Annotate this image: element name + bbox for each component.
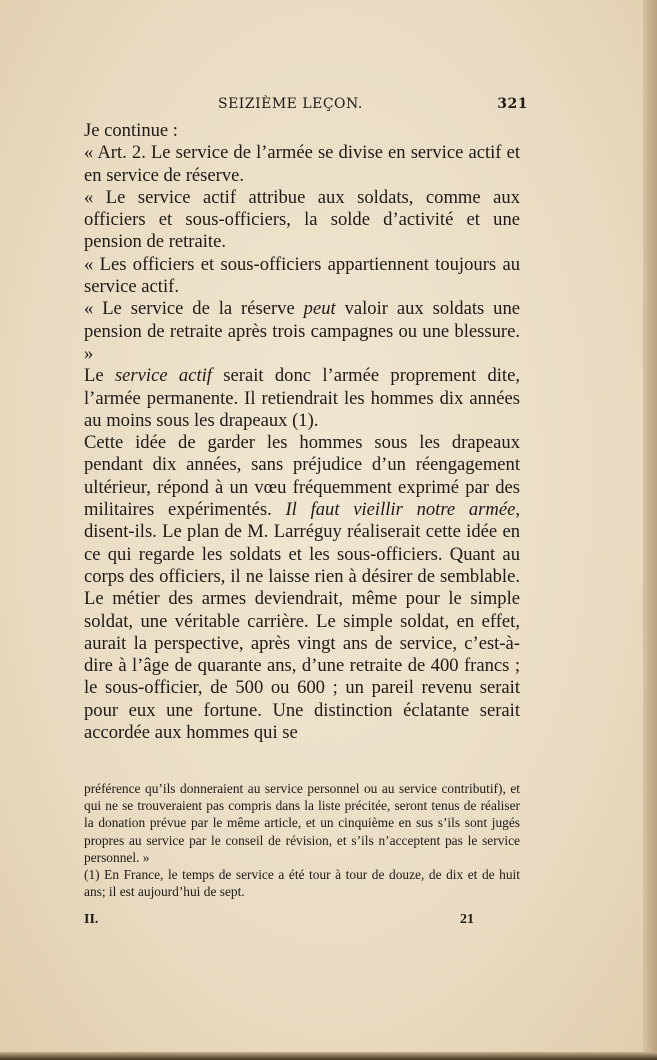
page-edge-shadow: [643, 0, 657, 1060]
paragraph-5: « Le service de la réserve peut valoir aux soldats une pension de retraite après trois campagnes ou une blessure. »: [84, 298, 520, 364]
page-bottom-edge: [0, 1052, 657, 1060]
paragraph-6: Le service actif serait donc l’armée proprement dite, l’armée permanente. Il retiendrait les hommes dix années au moins sous les drapeaux (1).: [84, 365, 520, 431]
footnote-continuation: préférence qu’ils donneraient au service personnel ou au service contributif), et qui ne se trouveraient pas compris dans la liste précitée, seront tenus de réaliser la donation prévue par le même article, et un cinquième en sus s’ils sont jugés propres au service par le conseil de révision, et s’ils n’acceptent pas le service personnel. »: [84, 781, 520, 865]
sheet-signature: 21: [460, 912, 474, 927]
footnote-1: (1) En France, le temps de service a été tour à tour de douze, de dix et de huit ans; il est aujourd’hui de sept.: [84, 867, 520, 900]
paragraph-3: « Le service actif attribue aux soldats, comme aux officiers et sous-officiers, la solde d’activité et une pension de retraite.: [84, 186, 520, 253]
footnotes: [84, 780, 520, 900]
paragraph-2: « Art. 2. Le service de l’armée se divise en service actif et en service de réserve.: [84, 142, 520, 186]
italic-emphasis: peut: [303, 298, 336, 320]
paragraph-7: Cette idée de garder les hommes sous les drapeaux pendant dix années, sans préjudice d’un réengagement ultérieur, répond à un vœu fréquemment exprimé par des militaires expérimentés. Il faut vieillir notre armée, disent-ils. Le plan de M. Larréguy réaliserait cette idée en ce qui regarde les soldats et les sous-officiers. Quant au corps des officiers, il ne laisse rien à désirer de semblable. Le métier des armes deviendrait, même pour le simple soldat, une véritable carrière. Le simple soldat, en effet, aurait la perspective, après vingt ans de service, c’est-à-dire à l’âge de quarante ans, d’une retraite de 400 francs ; le sous-officier, de 500 ou 600 ; un pareil revenu serait pour eux une fortune. Une distinction éclatante serait accordée aux hommes qui se: [84, 432, 520, 744]
body-text: [84, 120, 520, 744]
paragraph-1: Je continue :: [84, 120, 178, 141]
running-header: [84, 96, 528, 118]
italic-emphasis: service actif: [114, 365, 212, 387]
running-title: SEIZIÈME LEÇON.: [218, 96, 363, 112]
volume-mark: II.: [84, 912, 99, 927]
italic-emphasis: Il faut vieillir notre armée: [285, 499, 516, 521]
page-number: 321: [497, 96, 528, 112]
signature-line: [84, 912, 474, 930]
paragraph-4: « Les officiers et sous-officiers appartiennent toujours au service actif.: [84, 253, 520, 298]
